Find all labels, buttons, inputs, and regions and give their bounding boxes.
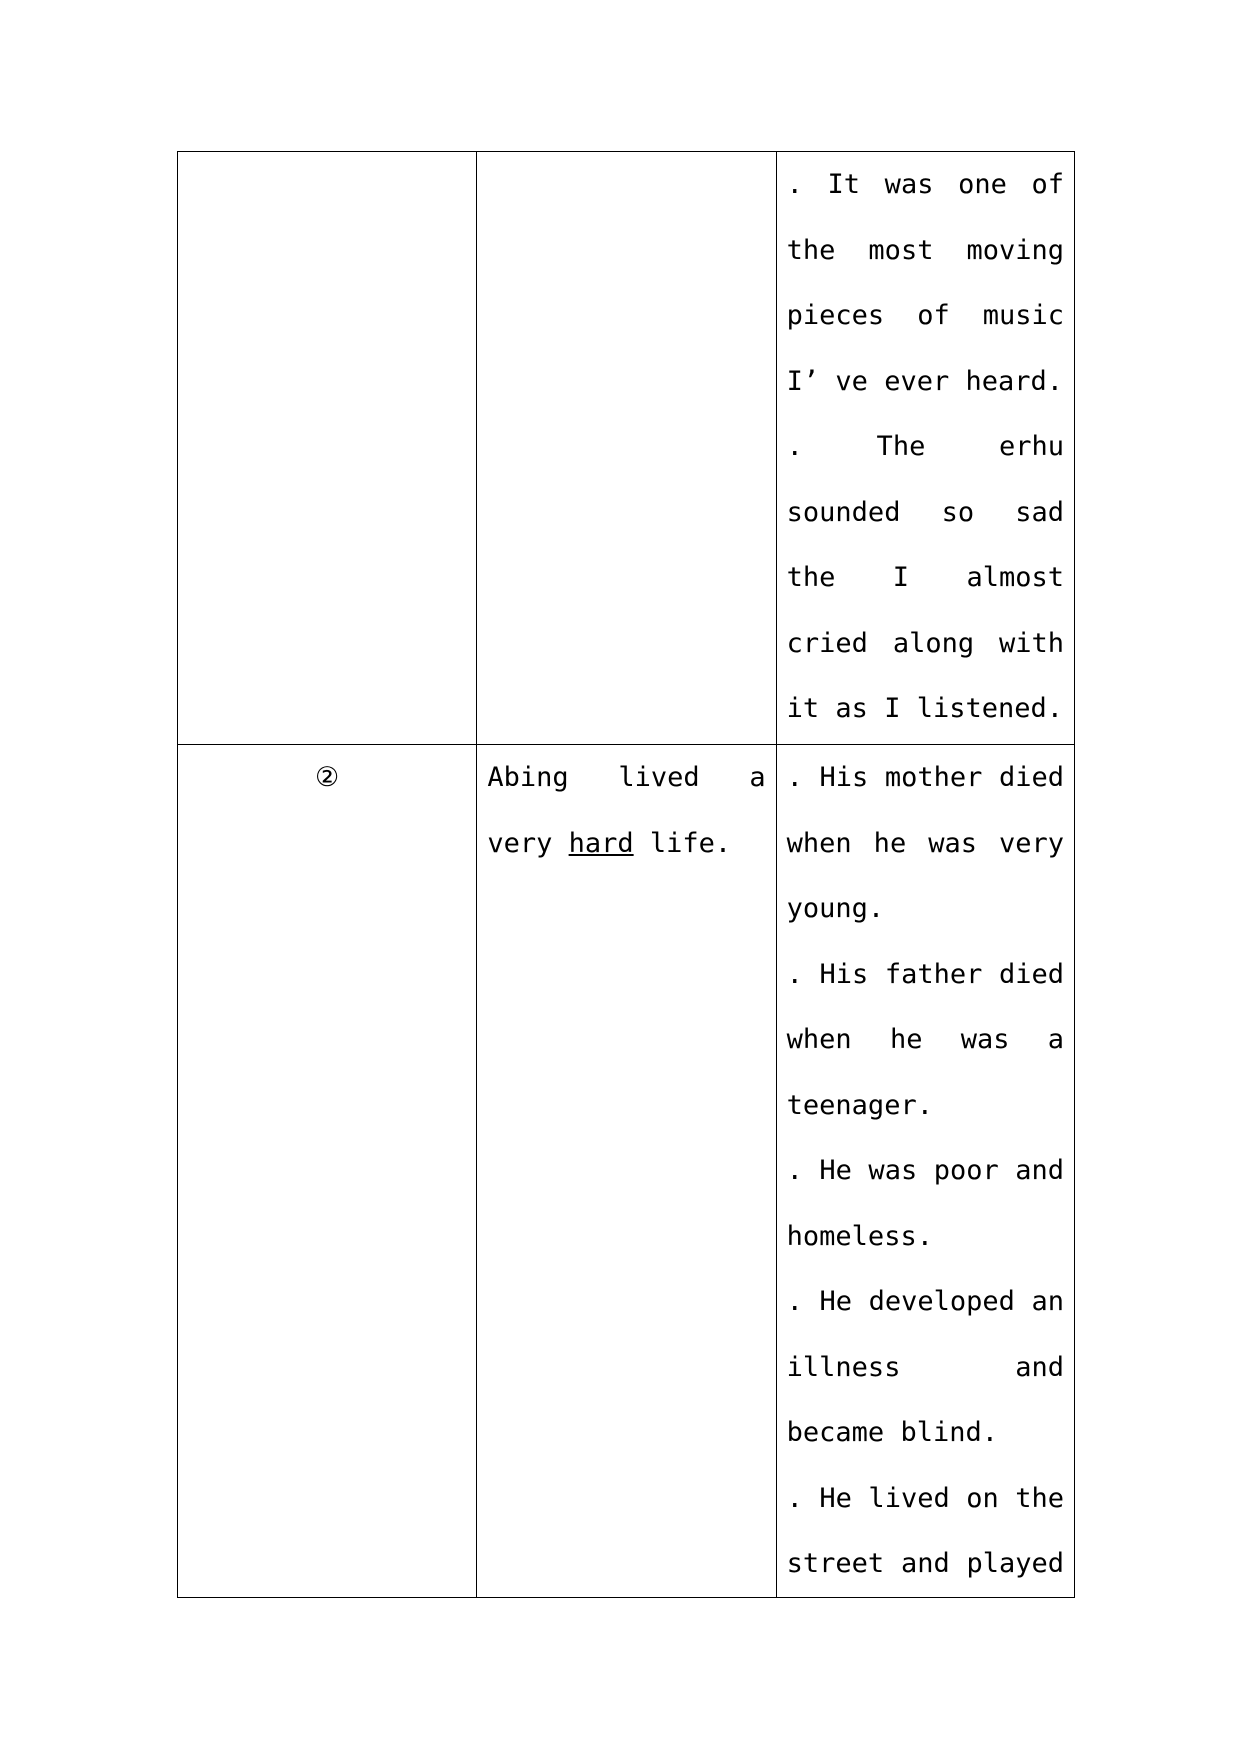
text-line: became blind. xyxy=(786,1417,998,1448)
text-line: . The erhu xyxy=(786,431,1064,462)
table-cell-topic xyxy=(477,152,776,745)
text-line: I’ ve ever heard. xyxy=(786,365,1063,397)
text-line: . He lived on the xyxy=(786,1482,1064,1514)
text-line: street and played xyxy=(786,1548,1064,1579)
text-line: pieces of music xyxy=(786,300,1064,331)
text-line: it as I listened. xyxy=(786,693,1063,724)
detail-paragraph xyxy=(787,152,1064,414)
table-row xyxy=(178,152,1075,745)
text-line: homeless. xyxy=(786,1220,933,1252)
detail-paragraph xyxy=(787,942,1064,1139)
text-line: when he was a xyxy=(786,1024,1064,1055)
text-line: the most moving xyxy=(786,234,1064,266)
detail-paragraph xyxy=(787,1138,1064,1269)
text-line: when he was very xyxy=(786,827,1064,859)
text-line: the I almost xyxy=(786,562,1064,593)
table-cell-number xyxy=(178,152,477,745)
text-line xyxy=(487,811,765,877)
text-line: teenager. xyxy=(786,1089,933,1121)
table-cell-number: ② xyxy=(178,745,477,1598)
text-line: . He developed an xyxy=(786,1286,1064,1317)
table-cell-topic xyxy=(477,745,776,1598)
text-line: . His father died xyxy=(786,958,1064,990)
detail-paragraph xyxy=(787,1269,1064,1466)
detail-paragraph xyxy=(787,1466,1064,1597)
text-line: sounded so sad xyxy=(786,496,1064,528)
text-segment: life. xyxy=(633,827,732,859)
table-row xyxy=(178,745,1075,1598)
underlined-word: hard xyxy=(568,827,634,859)
text-line: illness and xyxy=(786,1351,1064,1383)
text-line: cried along with xyxy=(786,627,1064,659)
text-line: . It was one of xyxy=(786,169,1064,200)
table-cell-details xyxy=(776,745,1074,1598)
detail-paragraph xyxy=(787,745,1064,942)
text-line: young. xyxy=(786,893,885,924)
table-cell-details xyxy=(776,152,1074,745)
detail-paragraph xyxy=(787,414,1064,742)
text-line: . He was poor and xyxy=(786,1155,1064,1186)
text-segment: very xyxy=(487,827,569,859)
text-line: . His mother died xyxy=(786,762,1064,793)
content-table xyxy=(177,151,1075,1598)
text-line: Abing lived a xyxy=(487,762,766,793)
